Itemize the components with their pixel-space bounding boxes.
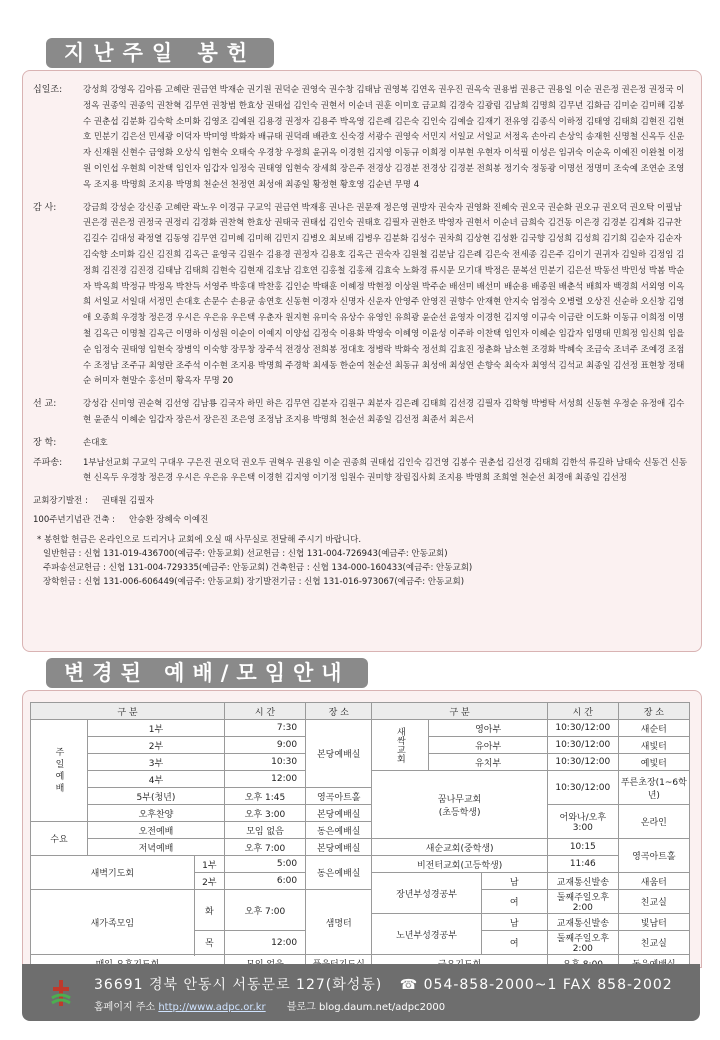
service-time: 10:30: [224, 754, 305, 771]
service-place: 본당예배실: [306, 839, 372, 856]
note-line: * 봉헌할 헌금은 온라인으로 드리거나 교회에 오실 때 사무실로 전달해 주시기 바랍니다.: [37, 534, 362, 545]
donor-names: 손대호: [83, 437, 108, 448]
dawn-prayer: 새벽기도회: [31, 856, 195, 890]
dept-time: 10:30/12:00: [547, 737, 618, 754]
church-cross-logo-icon: [50, 978, 72, 1008]
service-time: 오후 7:00: [224, 839, 305, 856]
wednesday-group: 수요: [31, 822, 88, 856]
dept-time: 둘째주일오후2:00: [547, 890, 618, 914]
service-name: 3부: [88, 754, 225, 771]
dept-name: 유아부: [429, 737, 548, 754]
footer-web-line: [94, 998, 445, 1013]
meeting-day: 목: [194, 931, 224, 955]
study-name: 노년부성경공부: [372, 914, 481, 955]
service-name: 저녁예배: [88, 839, 225, 856]
sunday-worship-group: 주일예배: [31, 720, 88, 822]
service-name: 오전예배: [88, 822, 225, 839]
service-place: 동은예배실: [306, 822, 372, 839]
dept-place: 새빛터: [618, 737, 689, 754]
dept-place: 온라인: [618, 805, 689, 839]
dept-place: 새순터: [618, 720, 689, 737]
dept-time: 10:15: [547, 839, 618, 856]
dept-place: 예빛터: [618, 754, 689, 771]
service-time: 오후 1:45: [224, 788, 305, 805]
kkum-group: [372, 771, 548, 839]
donor-names: 권태원 김필자: [101, 496, 154, 507]
donor-row-tithe: [23, 83, 701, 194]
schedule-title: 변경된 예배/모임안내: [46, 658, 368, 688]
schedule-table: [30, 702, 690, 972]
donor-row-mission: [23, 397, 701, 429]
table-row: [31, 805, 690, 822]
service-time: 모임 없음: [224, 822, 305, 839]
dept-place: 친교실: [618, 890, 689, 914]
homepage-label: 홈페이지 주소: [94, 1002, 156, 1013]
service-time: 12:00: [224, 771, 305, 788]
donations-title: 지난주일 봉헌: [46, 38, 274, 68]
service-time: 오후 7:00: [224, 890, 305, 931]
kkum-sub: (초등학생): [438, 807, 481, 818]
account-line: 장학헌금 : 신협 131-006-606449(예금주: 안동교회) 장기발전기금 : 신협 131-016-973067(예금주: 안동교회): [43, 576, 465, 587]
account-line: 주파송선교헌금 : 신협 131-004-729335(예금주: 안동교회) 건축헌금 : 신협 134-000-160433(예금주: 안동교회): [43, 562, 473, 573]
dept-name: 영아부: [429, 720, 548, 737]
table-row: [31, 839, 690, 856]
service-place: 영곡아트홀: [306, 788, 372, 805]
dept-time: 어와나/오후3:00: [547, 805, 618, 839]
donor-label: 100주년기념관 건축 :: [33, 514, 115, 525]
table-row: [31, 856, 690, 873]
header-place: 장 소: [618, 703, 689, 720]
donor-names: 강금희 강성순 강신종 고혜란 곽노우 이경규 구교익 권금연 박재흥 권나은 권문재 정은영 권방자 권숙자 권영화 진혜숙 권오국 권순화 권오규 권오덕 권오탁 이필남 권은경 권은정 권정국 권정리 김경화 권찬혁 한효상 권태국 권태섭 김인숙 권태호 김필자 권한조 박영자 권현서 이순녀 금희숙 김건동 이은경 김경분 김계화 김규찬 김길수 김대성 곽정열 김동영 김무연 김미혜 김미해 김민지 김병오 최보배 김병우 김분화 김성수 권차희 김상현 김성환 김국향 김성희 김성희 김기희 김순자 김순자 김숙향 소미화 김신 김진희 김옥근 윤영국 김원수 김용경 권정자 김용호 김옥근 권숙자 김원철 김분남 김은례 김은숙 전세종 김은주 김이기 권귀자 김일하 김정임 김정희 김진경 김진경 김태남 김태희 김현숙 김현재 김호남 김호연 김홍철 김홍채 김효숙 노화경 류시문 모기대 박정은 문복선 민분기 김은선 박동선 박민성 박봄 박순자 박옥희 박정규 박정옥 박찬득 서영주 박홍대 박찬홍 김인순 박태훈 이혜정 박현정 이상원 박주순 배선미 배선미 배순용 배종원 배춘석 배희자 백경희 서외영 이옥희 서일교 서일대 서정민 손대호 손문수 손용균 송연호 신동현 이경자 신명자 신운자 안영주 안영진 권향수 안재현 안지숙 엄정숙 오병렬 오상진 신순하 오신창 김영애 오종희 우경창 정은경 우시은 우은유 우은택 우춘자 원지현 유미숙 유상수 유영인 유희광 윤순선 윤영자 이경헌 김지영 이규숙 이금란 이도화 이동규 이희정 이명철 김옥근 이명철 김옥근 이명하 이성원 이순이 이예지 이양섭 김정숙 이용화 박영숙 이혜영 이윤성 이주하 이찬택 임인자 이혜순 임갑자 임명태 민희정 임신희 임을순 임정숙 권태영 임현숙 장병익 이숙향 장무창 장주석 전경상 전희봉 정대호 정병락 박화숙 정선희 김효진 정춘화 남소현 조경화 박혜숙 조금숙 조녀주 조예경 조점수 조정남 조주규 최영란 조주석 이수현 조지용 박명희 주경학 최세동 한순여 천순선 최동규 최성애 최성연 손향숙 최숙자 최영석 김석교 최종일 김선정 표현창 정태순 허미자 현말수 홍선미 황옥자 무명 20: [83, 202, 685, 387]
dawn-part: 1부: [194, 856, 224, 873]
dept-place: 푸른초장(1~6학년): [618, 771, 689, 805]
footer-address-line: [94, 974, 673, 994]
new-family-meeting: 새가족모임: [31, 890, 195, 955]
service-name: 2부: [88, 737, 225, 754]
gender: 남: [481, 914, 547, 931]
meeting-day: 화: [194, 890, 224, 931]
dept-place: 빛남터: [618, 914, 689, 931]
service-place: 샘명터: [306, 890, 372, 955]
donor-label: 감 사:: [33, 202, 57, 213]
dept-name: 유치부: [429, 754, 548, 771]
service-time: 오후 3:00: [224, 805, 305, 822]
dept-place: 영곡아트홀: [618, 839, 689, 873]
donor-row-scholarship: [23, 436, 701, 452]
dept-name: 비전터교회(고등학생): [372, 856, 548, 873]
donor-label: 교회장기발전 :: [33, 496, 88, 507]
table-row: [31, 890, 690, 914]
dawn-part: 2부: [194, 873, 224, 890]
saesak-group: 새싹교회: [372, 720, 429, 771]
blog-address: 블로그 blog.daum.net/adpc2000: [286, 1002, 446, 1013]
donor-row-longterm: [23, 494, 701, 510]
donor-row-building: [23, 513, 701, 529]
donor-list: [23, 71, 701, 529]
service-time: 12:00: [224, 931, 305, 955]
dept-time: 둘째주일오후2:00: [547, 931, 618, 955]
service-time: 5:00: [224, 856, 305, 873]
donor-names: 1부남선교회 구교익 구대우 구은진 권오덕 권오두 권혁우 권용일 이순 권종희 권태섭 김인숙 김건영 김봉수 권춘섭 김선경 김태희 김한석 류길하 남태숙 신동건 신동현 신옥두 우경창 정은경 우시은 우은유 우은택 이경헌 김지영 이기정 임원수 권미향 장림집사회 조지용 박명희 조희열 천순선 최경애 최종일 김선정: [83, 457, 688, 484]
footer: [22, 964, 700, 1021]
header-place: 장 소: [306, 703, 372, 720]
header-gubun: 구 분: [31, 703, 225, 720]
church-phone: ☎ 054-858-2000~1 FAX 858-2002: [399, 977, 673, 993]
offering-notes: [23, 533, 701, 589]
service-time: 6:00: [224, 873, 305, 890]
donor-row-thanks: [23, 201, 701, 391]
service-place: 본당예배실: [306, 805, 372, 822]
service-name: 4부: [88, 771, 225, 788]
dept-time: 10:30/12:00: [547, 720, 618, 737]
gender: 남: [481, 873, 547, 890]
donor-names: 강성희 강영옥 김아름 고혜란 권금연 박재순 권기원 권덕순 권영숙 권수창 김태남 권영복 김연옥 권우진 권옥숙 권용범 권용근 권용일 이순 권은정 권은정 권정국 이정옥 권종익 권종익 권찬혁 김무연 권창범 한효상 권태섭 김인숙 권현서 이순녀 권훈 이미호 금교희 김경숙 김광림 김남희 김명희 김무년 김화금 김미순 김미해 김봉수 권춘섭 김분화 김숙학 소미화 김영조 김예원 김용경 권정자 김용주 박옥영 김은례 김은숙 김인숙 김예슬 김재기 전유영 김종식 이하정 김태영 김태희 김현진 김현호 민분기 김은선 민세광 이덕자 박미영 박화자 배규태 권덕래 배관호 신숙경 서광수 권영숙 서민지 서일교 서일교 서정옥 손아리 손상익 송재헌 신명철 신옥두 신운자 신재원 신현수 금영화 오상식 임현숙 오태숙 우경창 우정희 윤귀옥 이경헌 김지영 이동규 이희정 이부현 우현자 이석필 이성은 임귀숙 이순옥 이예진 이완철 이정원 이인섭 우현희 이찬택 임인자 임갑자 임정숙 권태영 임현숙 장세희 장은주 전경상 김경분 전경상 김경분 전희봉 정기숙 정동광 이명선 정명미 조숙예 조연순 조영옥 조지용 박명희 조지용 박명희 천순선 천정연 최성애 최종일 황정현 황호영 김순년 무명 4: [83, 85, 685, 190]
donor-names: 강성감 신미영 권순혁 김선영 김남룡 김국자 하민 하은 김무연 김분자 김원구 최분자 김은례 김태희 김선경 김필자 김학형 박병탁 서성희 신동현 우정순 유정애 김수현 윤준식 이혜순 임갑자 장은서 장은진 조은영 조정남 조지용 박명희 천순선 최종일 김선정 최준서 최은서: [83, 399, 685, 425]
service-name: 오후찬양: [88, 805, 225, 822]
header-time: 시 간: [547, 703, 618, 720]
homepage-link[interactable]: http://www.adpc.or.kr: [158, 1002, 266, 1013]
dept-time: 교재통신발송: [547, 914, 618, 931]
donor-row-dispatch: [23, 456, 701, 488]
service-time: 9:00: [224, 737, 305, 754]
header-gubun: 구 분: [372, 703, 548, 720]
dept-place: 친교실: [618, 931, 689, 955]
service-time: 7:30: [224, 720, 305, 737]
dept-time: 교재통신발송: [547, 873, 618, 890]
donor-label: 장 학:: [33, 437, 57, 448]
donations-panel: [22, 70, 702, 652]
dept-name: 새순교회(중학생): [372, 839, 548, 856]
service-name: 1부: [88, 720, 225, 737]
table-header: [31, 703, 690, 720]
gender: 여: [481, 890, 547, 914]
table-row: [31, 720, 690, 737]
gender: 여: [481, 931, 547, 955]
service-name: 5부(청년): [88, 788, 225, 805]
church-address: 36691 경북 안동시 서동문로 127(화성동): [94, 977, 383, 993]
dept-place: 새움터: [618, 873, 689, 890]
donor-names: 안승환 장혜숙 이예진: [128, 514, 209, 525]
dept-time: 11:46: [547, 856, 618, 873]
header-time: 시 간: [224, 703, 305, 720]
donor-label: 십일조:: [33, 85, 63, 95]
donor-label: 선 교:: [33, 399, 57, 410]
service-place: 동은예배실: [306, 856, 372, 890]
dept-time: 10:30/12:00: [547, 771, 618, 805]
dept-time: 10:30/12:00: [547, 754, 618, 771]
account-line: 일반헌금 : 신협 131-019-436700(예금주: 안동교회) 선교헌금 : 신협 131-004-726943(예금주: 안동교회): [43, 548, 448, 559]
study-name: 장년부성경공부: [372, 873, 481, 914]
donor-label: 주파송:: [33, 457, 63, 468]
service-place: 본당예배실: [306, 720, 372, 788]
kkum-name: 꿈나무교회: [437, 794, 482, 805]
